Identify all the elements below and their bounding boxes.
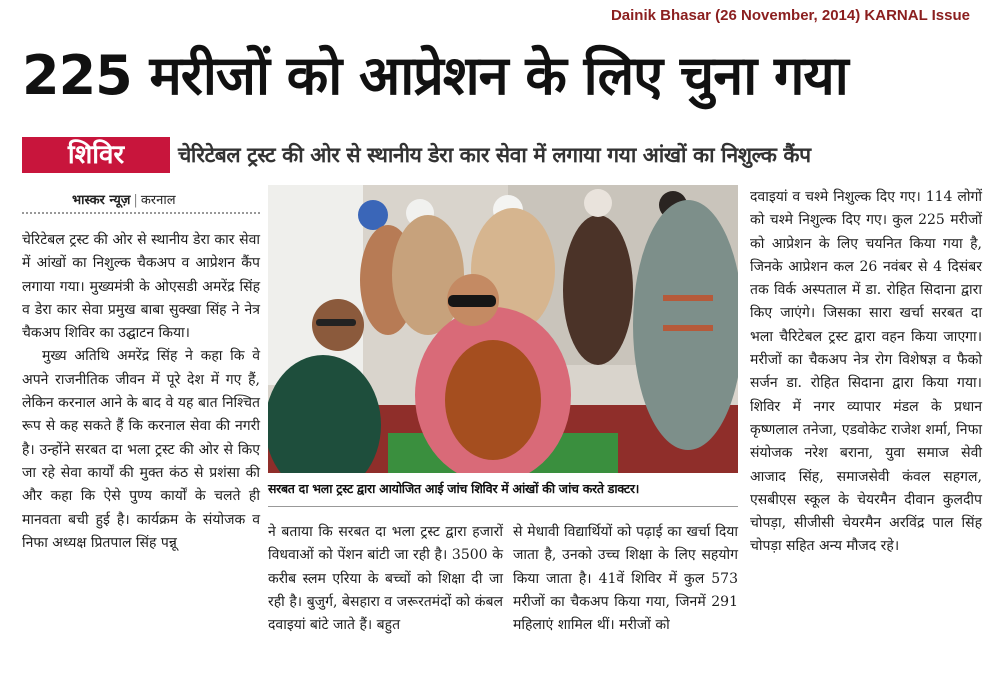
article-paragraph: दवाइयां व चश्मे निशुल्क दिए गए। 114 लोगों को चश्मे निशुल्क दिए गए। कुल 225 मरीजों को आप्रेशन के लिए चयनित किया गया है, जिनके आप्रेशन कल 26 नवंबर से 4 दिसंबर तक विर्क अस्पताल में डा. रोहित सिदाना द्वारा किए जाएंगे। जिसका सारा खर्चा सरबत दा भला चैरिटेबल ट्रस्ट द्वारा वहन किया जाएगा। मरीजों का चैकअप नेत्र रोग विशेषज्ञ व फैको सर्जन डा. रोहित सिदाना द्वारा किया गया। शिविर में नगर व्यापार मंडल के प्रधान कृष्णलाल तनेजा, एडवोकेट राजेश शर्मा, निफा संयोजक नरेश बराना, युवा समाज सेवी आजाद सिंह, समाजसेवी कंवल सहगल, एसबीएस स्कूल के चेयरमैन दीवान कुलदीप चोपड़ा, सीजीसी चेयरमैन अरविंद्र पाल सिंह चोपड़ा सहित अन्य मौजद रहे। [750, 189, 982, 555]
article-column-1 [22, 229, 260, 555]
byline-rule [22, 212, 260, 214]
article-paragraph: से मेधावी विद्यार्थियों को पढ़ाई का खर्चा दिया जाता है, उनको उच्च शिक्षा के लिए सहयोग किया जाता है। 41वें शिविर में कुल 573 मरीजों का चैकअप किया गया, जिनमें 291 महिलाएं शामिल थीं। मरीजों को [513, 524, 738, 634]
headline: 225 मरीजों को आप्रेशन के लिए चुना गया [22, 44, 848, 107]
article-column-2 [268, 521, 503, 637]
section-tag: शिविर [22, 137, 170, 173]
byline-agency: भास्कर न्यूज़ [72, 193, 131, 208]
article-column-3 [513, 521, 738, 637]
news-photo [268, 185, 738, 473]
byline-place: करनाल [140, 193, 176, 208]
byline [72, 190, 176, 208]
subheadline: चेरिटेबल ट्रस्ट की ओर से स्थानीय डेरा कार सेवा में लगाया गया आंखों का निशुल्क कैंप [178, 143, 811, 167]
photo-caption: सरबत दा भला ट्रस्ट द्वारा आयोजित आई जांच शिविर में आंखों की जांच करते डाक्टर। [268, 481, 640, 496]
caption-rule [268, 506, 738, 507]
article-paragraph: ने बताया कि सरबत दा भला ट्रस्ट द्वारा हजारों विधवाओं को पेंशन बांटी जा रही है। 3500 के करीब स्लम एरिया के बच्चों को शिक्षा दी जा रही है। बुजुर्ग, बेसहारा व जरूरतमंदों को कंबल दवाइयां बांटे जाते हैं। बहुत [268, 524, 503, 634]
article-paragraph: मुख्य अतिथि अमरेंद्र सिंह ने कहा कि वे अपने राजनीतिक जीवन में पूरे देश में गए हैं, लेकिन करनाल आने के बाद वे यह बात निश्चित रूप से कह सकते हैं कि करनाल सेवा की नगरी है। उन्होंने सरबत दा भला ट्रस्ट की ओर से किए जा रहे सेवा कार्यों की मुक्त कंठ से प्रशंसा की और कहा कि ऐसे पुण्य कार्यों के चलते ही मानवता बची हुई है। कार्यक्रम के संयोजक व निफा अध्यक्ष प्रितपाल सिंह पन्नू [22, 348, 260, 551]
news-photo-illustration [268, 185, 738, 473]
article-column-4 [750, 186, 982, 559]
article-paragraph: चेरिटेबल ट्रस्ट की ओर से स्थानीय डेरा कार सेवा में आंखों का निशुल्क चैकअप व आप्रेशन कैंप लगाया गया। मुख्यमंत्री के ओएसडी अमरेंद्र सिंह व डेरा कार सेवा प्रमुख बाबा सुक्खा सिंह ने नेत्र चैकअप शिविर का उद्घाटन किया। [22, 232, 260, 342]
byline-separator: | [133, 193, 138, 208]
source-label: Dainik Bhasar (26 November, 2014) KARNAL Issue [610, 7, 970, 24]
